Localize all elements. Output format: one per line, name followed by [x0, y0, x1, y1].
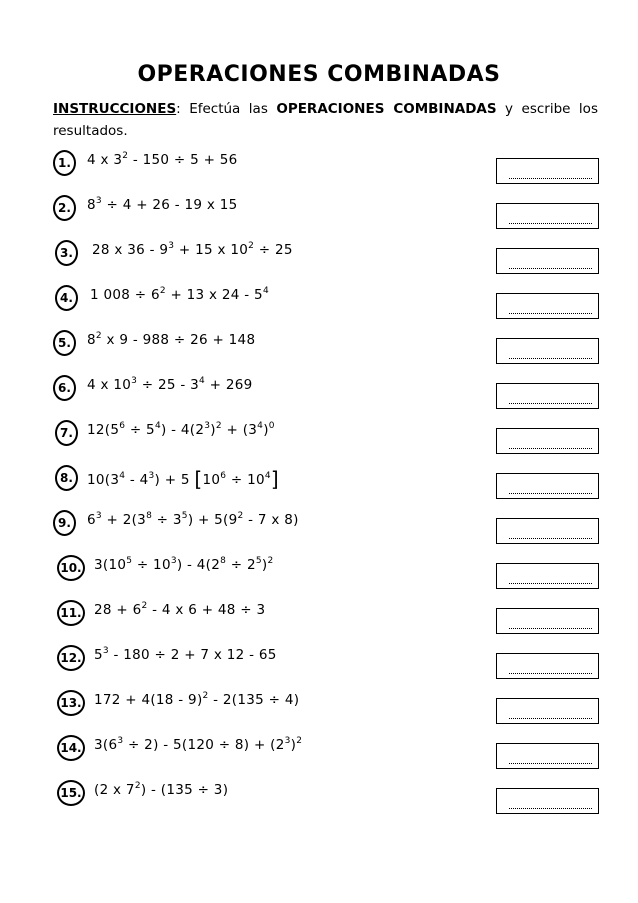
exercise-row	[0, 240, 638, 270]
exercise-number: 10.	[57, 555, 85, 581]
exercise-expression: $6^3 + 2(3^8 \div 3^5) + 5(9^2 - 7$ x 8)	[87, 511, 299, 528]
answer-box[interactable]	[496, 248, 599, 274]
instructions-text-1: : Efectúa las	[176, 101, 277, 117]
instructions-text-2: y escribe los resultados.	[53, 101, 598, 139]
answer-line	[509, 538, 592, 539]
exercise-expression: 1 $008 \div 6^2 + 13$ x $24 - 5^4$	[90, 286, 269, 303]
exercise-number: 3.	[55, 240, 78, 266]
exercise-expression: 4 x $10^3 \div 25 - 3^4 + 269$	[87, 376, 253, 393]
exercise-row	[0, 510, 638, 540]
answer-line	[509, 628, 592, 629]
exercise-row	[0, 600, 638, 630]
exercise-expression: $3(6^3 \div 2) - 5(120 \div 8) + (2^3)^2$	[94, 736, 303, 753]
answer-line	[509, 313, 592, 314]
exercise-expression: 4 x $3^2 - 150 \div 5 + 56$	[87, 151, 238, 168]
answer-box[interactable]	[496, 698, 599, 724]
answer-box[interactable]	[496, 338, 599, 364]
instructions	[53, 98, 598, 142]
exercise-expression: $8^3 \div 4 + 26 - 19$ x 15	[87, 196, 238, 213]
exercise-number: 7.	[55, 420, 78, 446]
exercise-number: 1.	[53, 150, 76, 176]
exercise-number: 11.	[57, 600, 85, 626]
exercise-number: 4.	[55, 285, 78, 311]
answer-box[interactable]	[496, 473, 599, 499]
exercise-row	[0, 780, 638, 810]
answer-box[interactable]	[496, 563, 599, 589]
answer-box[interactable]	[496, 428, 599, 454]
exercise-expression: $28 + 6^2 - 4$ x 6 + 48 ÷ 3	[94, 601, 266, 618]
answer-box[interactable]	[496, 788, 599, 814]
answer-line	[509, 448, 592, 449]
exercise-row	[0, 735, 638, 765]
exercise-row	[0, 150, 638, 180]
exercise-row	[0, 330, 638, 360]
exercise-number: 5.	[53, 330, 76, 356]
instructions-label: INSTRUCCIONES	[53, 101, 177, 117]
exercise-expression: 172 + 4(18 - 9)$^2$ - 2(135 ÷ 4)	[94, 691, 300, 708]
exercise-expression: (2 x $7^2) - (135 \div 3)$	[94, 781, 229, 798]
answer-box[interactable]	[496, 743, 599, 769]
exercise-row	[0, 645, 638, 675]
answer-box[interactable]	[496, 518, 599, 544]
answer-line	[509, 808, 592, 809]
exercise-row	[0, 420, 638, 450]
answer-line	[509, 493, 592, 494]
exercise-expression: $12(5^6 \div 5^4) - 4(2^3)^2 + (3^4)^0$	[87, 421, 275, 438]
exercise-number: 2.	[53, 195, 76, 221]
exercise-number: 13.	[57, 690, 85, 716]
exercise-row	[0, 465, 638, 495]
answer-line	[509, 268, 592, 269]
answer-box[interactable]	[496, 293, 599, 319]
exercise-row	[0, 690, 638, 720]
exercise-expression: $5^3 - 180 \div 2 + 7$ x 12 - 65	[94, 646, 277, 663]
exercise-number: 6.	[53, 375, 76, 401]
answer-line	[509, 223, 592, 224]
answer-box[interactable]	[496, 203, 599, 229]
answer-line	[509, 358, 592, 359]
exercise-row	[0, 285, 638, 315]
exercise-number: 8.	[55, 465, 78, 491]
answer-box[interactable]	[496, 158, 599, 184]
answer-line	[509, 718, 592, 719]
exercise-number: 15.	[57, 780, 85, 806]
answer-box[interactable]	[496, 653, 599, 679]
exercise-number: 9.	[53, 510, 76, 536]
exercise-row	[0, 555, 638, 585]
answer-line	[509, 673, 592, 674]
answer-line	[509, 763, 592, 764]
exercise-number: 12.	[57, 645, 85, 671]
answer-box[interactable]	[496, 608, 599, 634]
page-title: OPERACIONES COMBINADAS	[137, 62, 501, 87]
exercise-row	[0, 195, 638, 225]
answer-line	[509, 403, 592, 404]
exercise-expression: $3(10^5 \div 10^3) - 4(2^8 \div 2^5)^2$	[94, 556, 274, 573]
exercise-expression: 28 x $36 - 9^3 + 15$ x $10^2 \div 25$	[92, 241, 293, 258]
answer-line	[509, 178, 592, 179]
answer-line	[509, 583, 592, 584]
exercise-expression: $8^2$ x 9 - 988 ÷ 26 + 148	[87, 331, 256, 348]
instructions-emphasis: OPERACIONES COMBINADAS	[276, 101, 497, 117]
exercise-number: 14.	[57, 735, 85, 761]
exercise-row	[0, 375, 638, 405]
exercise-expression: $10(3^4 - 4^3) + 5$ $[10^6 \div 10^4]$	[87, 467, 280, 491]
answer-box[interactable]	[496, 383, 599, 409]
